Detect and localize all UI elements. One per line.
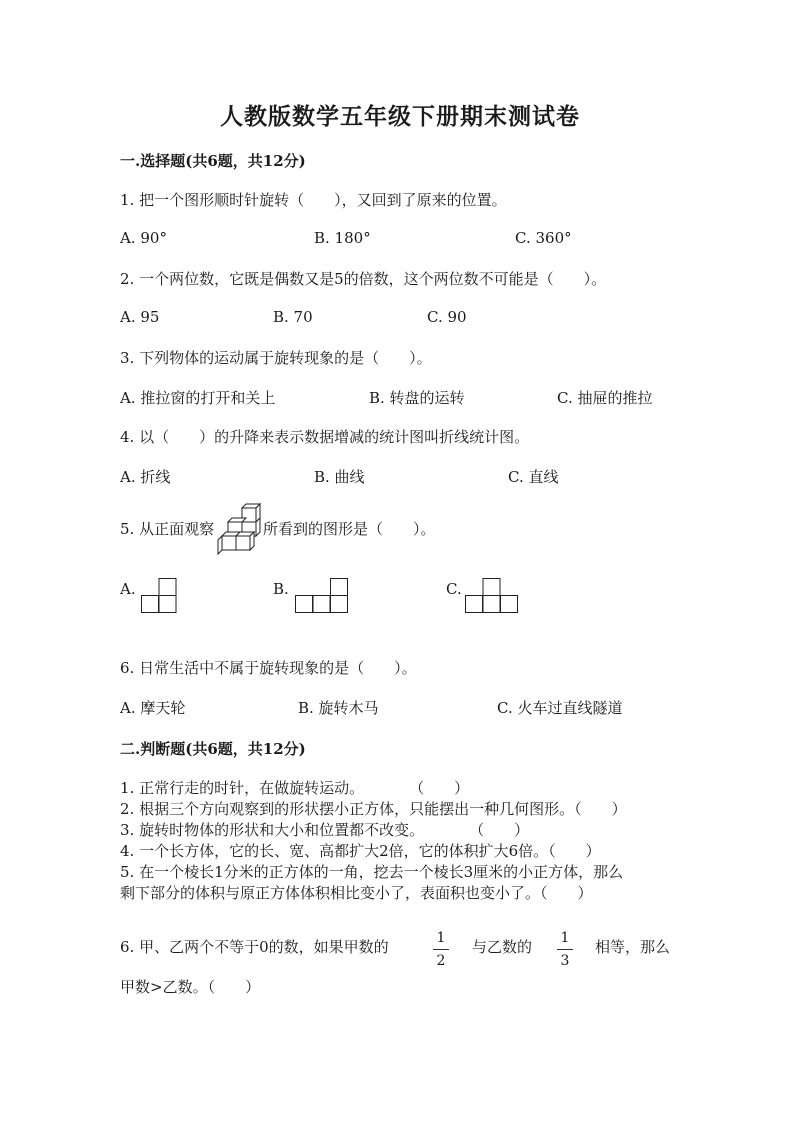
question-5-text-before: 5. 从正面观察 — [120, 520, 215, 538]
judge-item-3: 3. 旋转时物体的形状和大小和位置都不改变。 （ ） — [120, 821, 530, 839]
question-1-option-b: B. 180° — [314, 229, 371, 247]
section-heading-choice: 一.选择题(共6题，共12分) — [120, 152, 306, 170]
question-5-option-c: C. — [446, 580, 462, 598]
question-3-option-b: B. 转盘的运转 — [369, 389, 465, 407]
question-6-option-b: B. 旋转木马 — [298, 699, 379, 717]
question-3-option-a: A. 推拉窗的打开和关上 — [120, 389, 276, 407]
question-4-option-c: C. 直线 — [508, 468, 559, 486]
question-5-option-a: A. — [120, 580, 136, 598]
question-4: 4. 以（ ）的升降来表示数据增减的统计图叫折线统计图。 — [120, 428, 530, 446]
question-4-option-a: A. 折线 — [120, 468, 171, 486]
option-b-squares-figure — [295, 578, 349, 614]
fraction-one-third — [557, 930, 573, 969]
fraction-2-denominator: 3 — [560, 953, 570, 969]
question-5-text-after: 所看到的图形是（ ）。 — [263, 520, 436, 538]
fraction-1-numerator: 1 — [436, 930, 446, 946]
fraction-one-half — [433, 930, 449, 969]
fraction-2-numerator: 1 — [560, 930, 570, 946]
judge-item-4: 4. 一个长方体，它的长、宽、高都扩大2倍，它的体积扩大6倍。（ ） — [120, 842, 601, 860]
question-2-option-b: B. 70 — [273, 308, 313, 326]
judge-item-5-line1: 5. 在一个棱长1分米的正方体的一角，挖去一个棱长3厘米的小正方体，那么 — [120, 863, 624, 881]
page-title: 人教版数学五年级下册期末测试卷 — [220, 103, 580, 130]
question-1-option-a: A. 90° — [120, 229, 167, 247]
question-2-option-a: A. 95 — [120, 308, 160, 326]
question-2: 2. 一个两位数，它既是偶数又是5的倍数，这个两位数不可能是（ ）。 — [120, 270, 607, 288]
section-heading-judge: 二.判断题(共6题，共12分) — [120, 740, 306, 758]
judge-item-6-part1: 6. 甲、乙两个不等于0的数，如果甲数的 — [120, 938, 389, 956]
fraction-2-bar — [557, 949, 573, 950]
question-1-option-c: C. 360° — [515, 229, 572, 247]
question-6: 6. 日常生活中不属于旋转现象的是（ ）。 — [120, 659, 417, 677]
question-6-option-a: A. 摩天轮 — [120, 699, 186, 717]
judge-item-2: 2. 根据三个方向观察到的形状摆小正方体，只能摆出一种几何图形。（ ） — [120, 800, 627, 818]
question-6-option-c: C. 火车过直线隧道 — [497, 699, 623, 717]
judge-item-5-line2: 剩下部分的体积与原正方体体积相比变小了，表面积也变小了。（ ） — [120, 884, 593, 902]
question-1: 1. 把一个图形顺时针旋转（ ），又回到了原来的位置。 — [120, 191, 507, 209]
cube-stack-figure — [218, 506, 260, 554]
question-2-option-c: C. 90 — [427, 308, 467, 326]
judge-item-6-part2: 与乙数的 — [472, 938, 533, 956]
fraction-1-denominator: 2 — [436, 953, 446, 969]
question-3: 3. 下列物体的运动属于旋转现象的是（ ）。 — [120, 349, 432, 367]
question-4-option-b: B. 曲线 — [314, 468, 365, 486]
fraction-1-bar — [433, 949, 449, 950]
option-a-squares-figure — [141, 578, 177, 614]
question-3-option-c: C. 抽屉的推拉 — [557, 389, 653, 407]
judge-item-6-part3: 相等，那么 — [595, 938, 671, 956]
judge-item-6-line2: 甲数>乙数。（ ） — [120, 978, 261, 996]
judge-item-1: 1. 正常行走的时针，在做旋转运动。 （ ） — [120, 779, 470, 797]
question-5-option-b: B. — [273, 580, 289, 598]
option-c-squares-figure — [465, 578, 519, 614]
